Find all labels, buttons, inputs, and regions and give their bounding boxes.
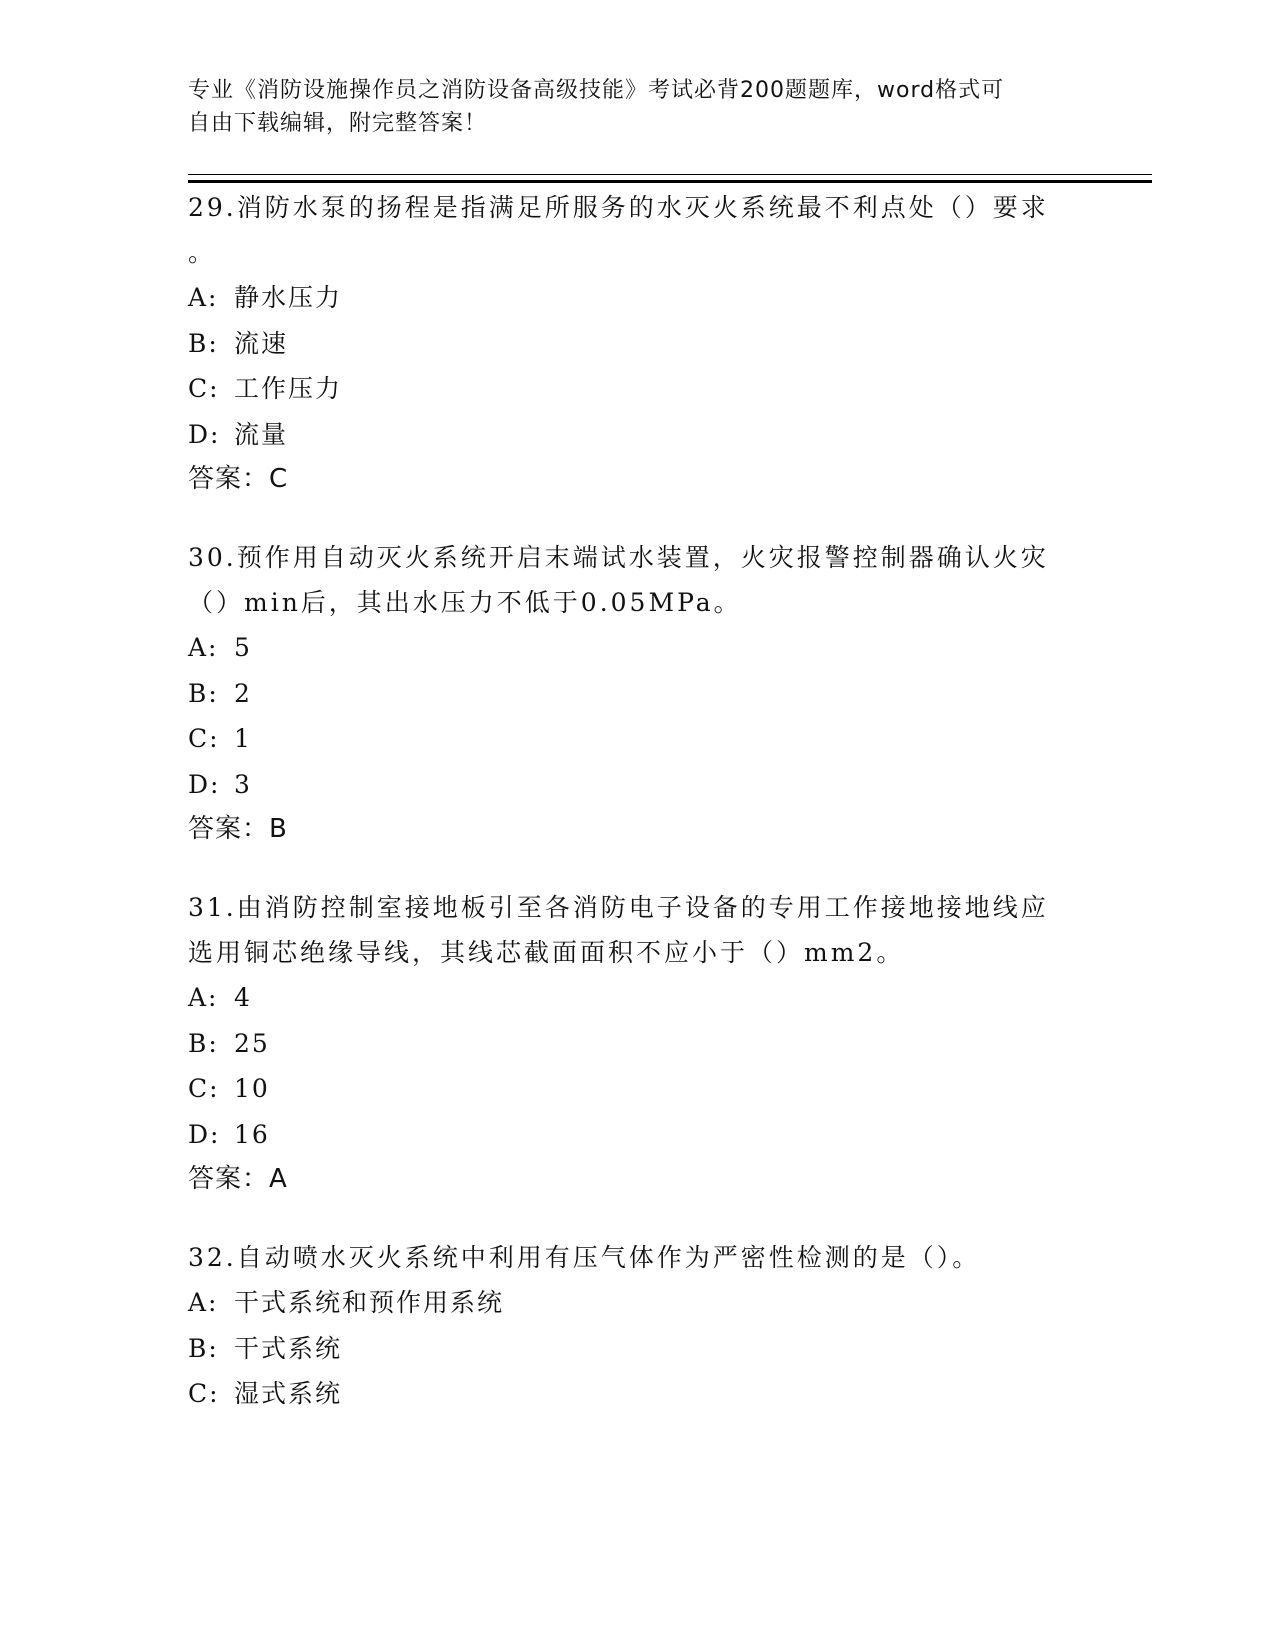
question-stem-line-2: （）min后，其出水压力不低于0.05MPa。 — [188, 588, 742, 617]
option-text: 湿式系统 — [234, 1379, 343, 1408]
option-a — [188, 625, 1088, 671]
option-a — [188, 975, 1088, 1021]
option-text: 10 — [234, 1074, 270, 1103]
option-key: A: — [188, 633, 219, 662]
option-c — [188, 716, 1088, 762]
question-stem-line-2: 。 — [188, 238, 217, 267]
header-divider-thick — [188, 180, 1152, 183]
question-stem-line-1: 29.消防水泵的扬程是指满足所服务的水灭火系统最不利点处（）要求 — [188, 193, 1049, 222]
option-text: 干式系统 — [234, 1333, 343, 1363]
option-b — [188, 1021, 1088, 1067]
option-text: 25 — [234, 1028, 270, 1058]
option-key: C: — [188, 724, 220, 753]
option-key: C: — [188, 1379, 220, 1408]
option-a — [188, 1280, 1088, 1326]
option-d — [188, 762, 1088, 808]
header-line-2: 自由下载编辑，附完整答案！ — [188, 111, 488, 136]
option-key: B: — [188, 1333, 219, 1363]
option-text: 静水压力 — [234, 283, 343, 312]
option-b — [188, 671, 1088, 717]
option-text: 工作压力 — [234, 374, 343, 403]
question-stem-line-1: 32.自动喷水灭火系统中利用有压气体作为严密性检测的是（）。 — [188, 1243, 981, 1272]
option-text: 3 — [234, 769, 252, 799]
option-key: D: — [188, 769, 221, 799]
question-30 — [188, 535, 1088, 852]
option-key: B: — [188, 678, 219, 708]
option-key: D: — [188, 419, 221, 449]
answer-line: 答案：B — [188, 814, 288, 844]
option-c — [188, 1371, 1088, 1417]
document-header — [188, 74, 1068, 140]
header-divider-thin — [188, 174, 1152, 175]
option-d — [188, 412, 1088, 458]
option-text: 流量 — [234, 419, 289, 449]
option-key: D: — [188, 1119, 221, 1149]
option-c — [188, 366, 1088, 412]
option-key: A: — [188, 983, 219, 1012]
option-text: 5 — [234, 633, 252, 662]
header-line-1: 专业《消防设施操作员之消防设备高级技能》考试必背200题题库，word格式可 — [188, 78, 1005, 103]
option-text: 流速 — [234, 328, 289, 358]
option-b — [188, 321, 1088, 367]
option-key: A: — [188, 283, 219, 312]
option-key: C: — [188, 374, 220, 403]
option-key: A: — [188, 1288, 219, 1317]
option-key: C: — [188, 1074, 220, 1103]
answer-line: 答案：A — [188, 1164, 288, 1194]
option-text: 2 — [234, 678, 252, 708]
option-text: 1 — [234, 724, 252, 753]
option-text: 16 — [234, 1119, 270, 1149]
option-d — [188, 1112, 1088, 1158]
option-text: 4 — [234, 983, 252, 1012]
option-a — [188, 275, 1088, 321]
option-text: 干式系统和预作用系统 — [234, 1288, 505, 1317]
option-b — [188, 1326, 1088, 1372]
question-32 — [188, 1235, 1088, 1417]
option-key: B: — [188, 1028, 219, 1058]
question-29 — [188, 185, 1088, 502]
answer-line: 答案：C — [188, 464, 289, 494]
option-key: B: — [188, 328, 219, 358]
question-stem-line-1: 30.预作用自动灭火系统开启末端试水装置，火灾报警控制器确认火灾 — [188, 543, 1049, 572]
question-31 — [188, 885, 1088, 1202]
question-stem-line-1: 31.由消防控制室接地板引至各消防电子设备的专用工作接地接地线应 — [188, 893, 1049, 922]
option-c — [188, 1066, 1088, 1112]
question-stem-line-2: 选用铜芯绝缘导线，其线芯截面面积不应小于（）mm2。 — [188, 938, 905, 967]
